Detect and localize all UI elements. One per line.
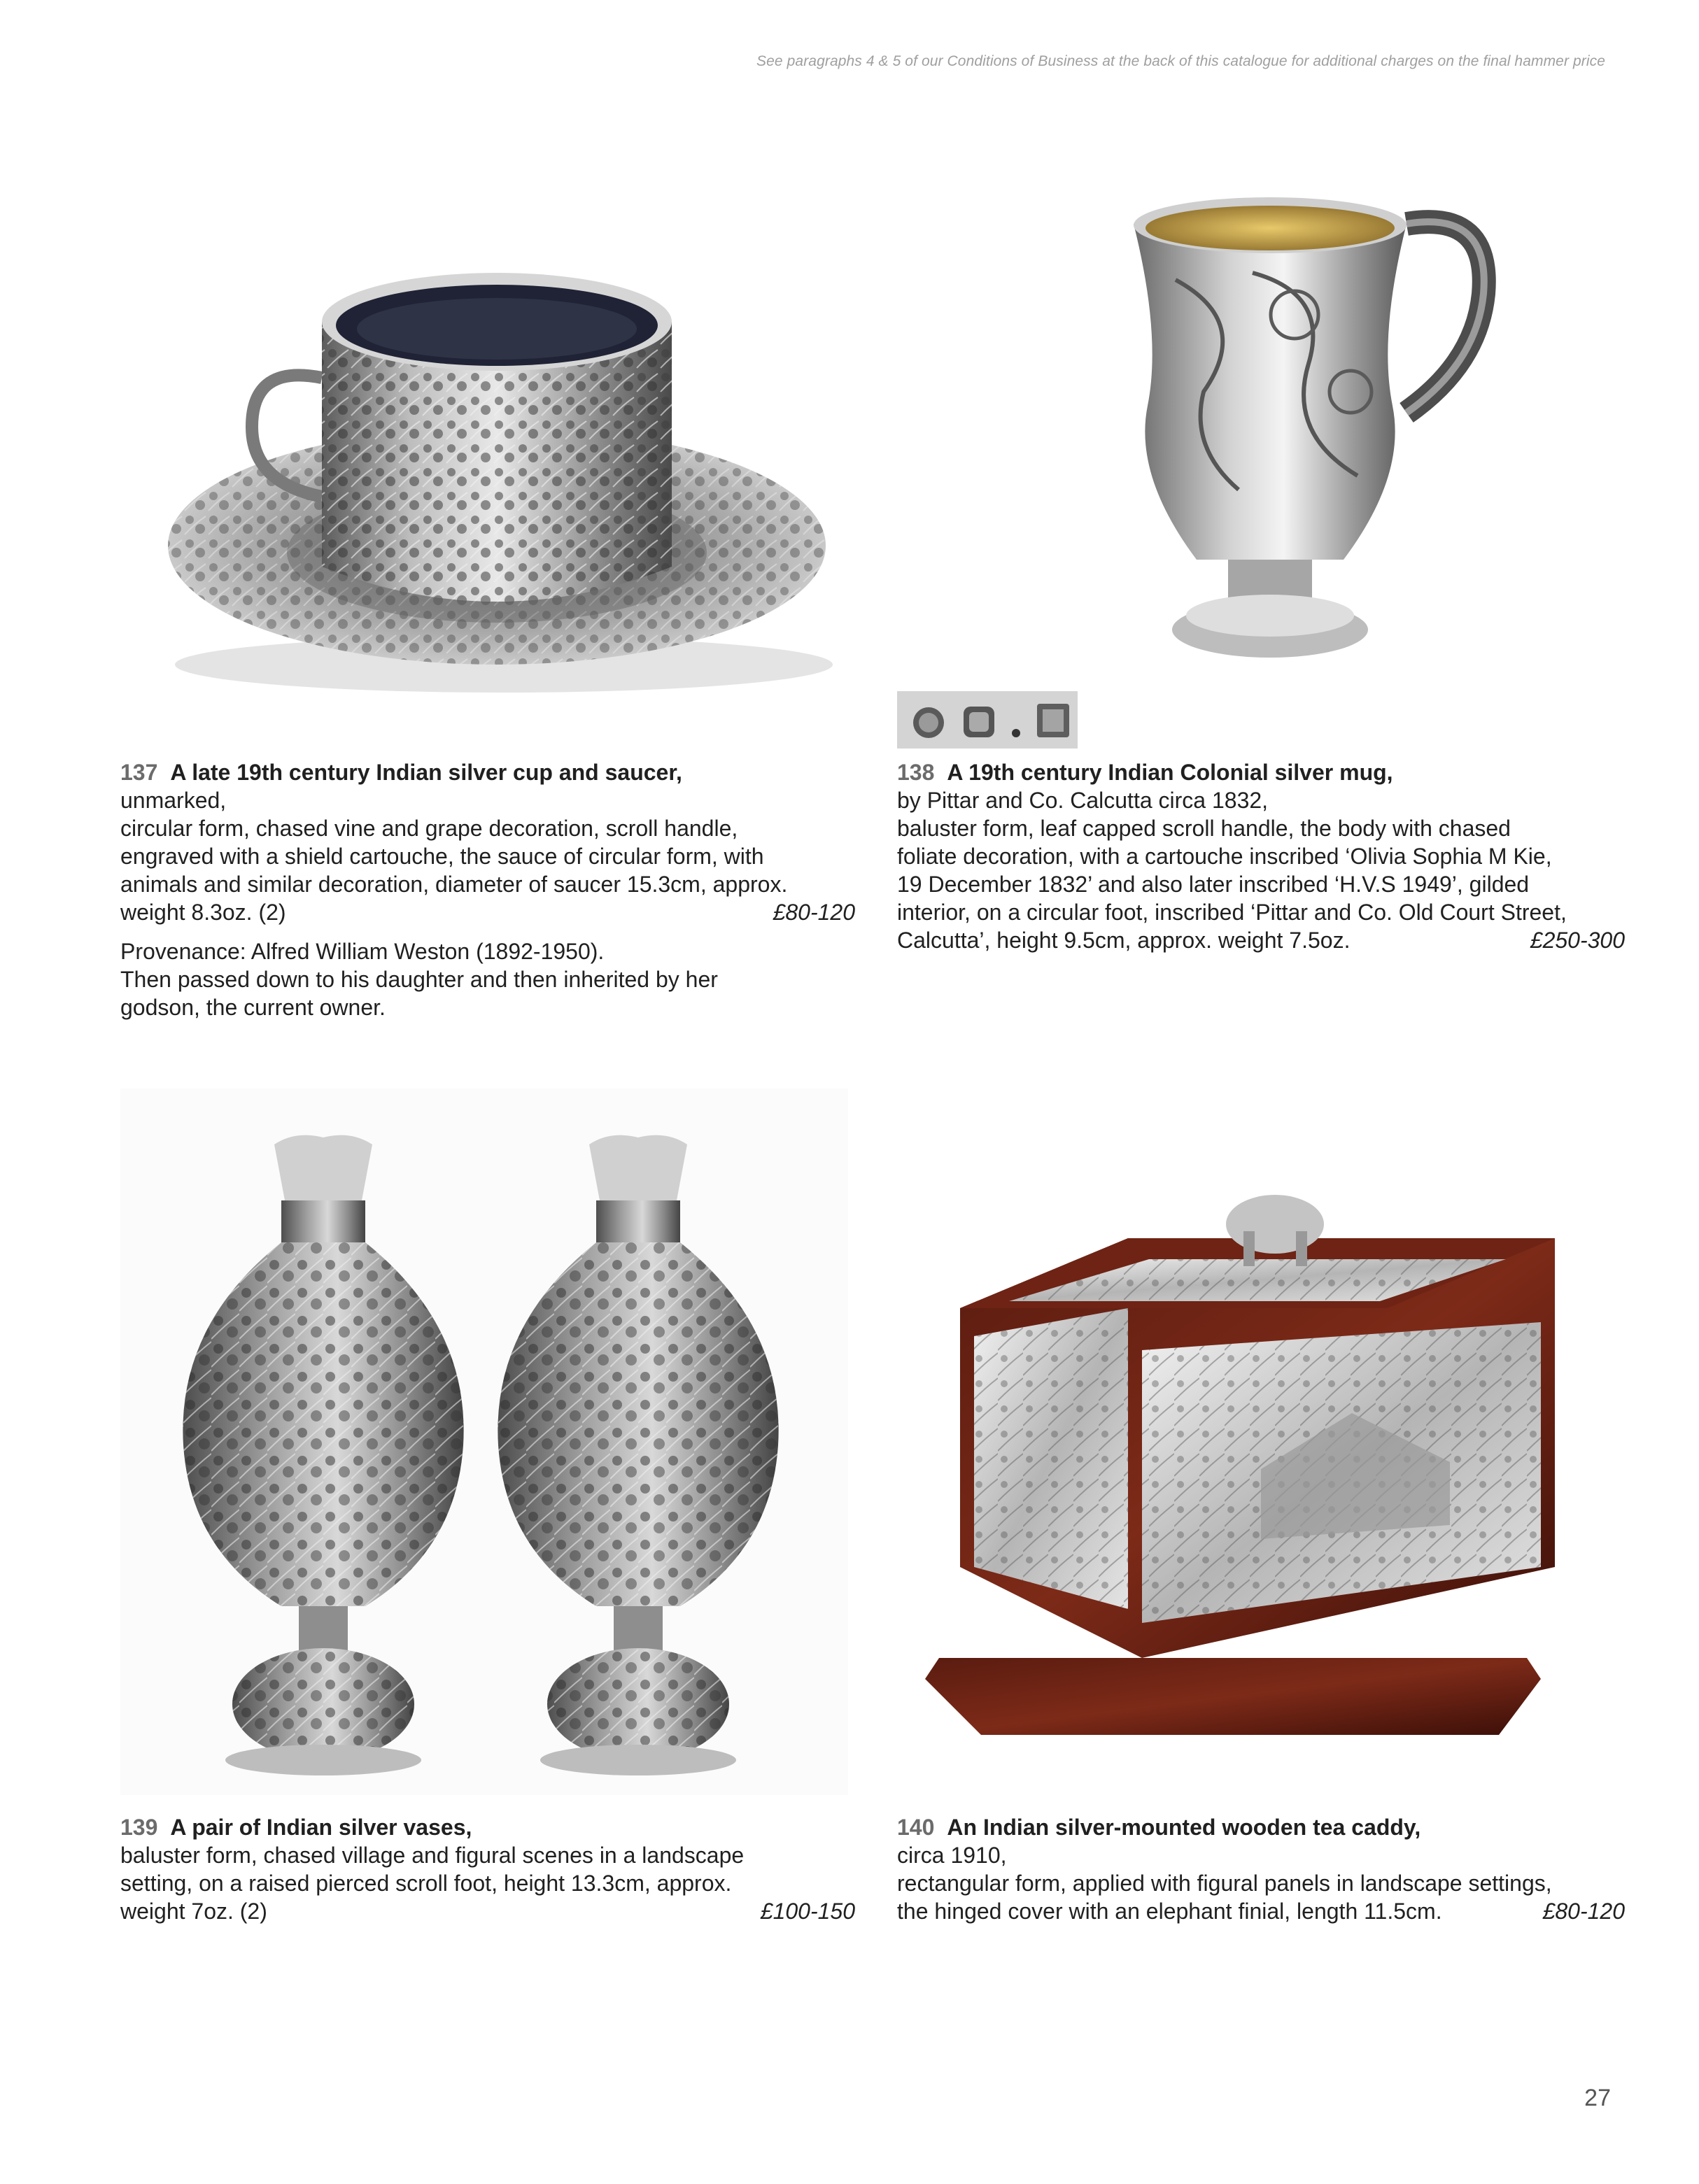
lot-number: 139 [120,1815,158,1840]
estimate: £80-120 [1542,1899,1625,1924]
description-line: circular form, chased vine and grape decoration, scroll handle, [120,816,738,841]
lot-139 [120,1813,855,1925]
photo-cup-and-saucer [112,133,840,735]
photo-pair-of-vases [120,1089,848,1795]
lot-number: 137 [120,760,158,785]
provenance-line: godson, the current owner. [120,995,386,1020]
description-line: 19 December 1832’ and also later inscribed ‘H.V.S 1949’, gilded [897,872,1530,897]
photo-tea-caddy [897,1175,1569,1777]
last-line-text: the hinged cover with an elephant finial, length 11.5cm. [897,1899,1442,1924]
lot-title: An Indian silver-mounted wooden tea caddy, [947,1815,1421,1840]
description-last-line [897,1897,1625,1925]
description-line: unmarked, [120,788,227,813]
lot-139-heading [120,1813,855,1841]
lot-title: A late 19th century Indian silver cup and saucer, [170,760,682,785]
description-line: engraved with a shield cartouche, the sauce of circular form, with [120,844,764,869]
estimate: £250-300 [1530,928,1625,953]
tea-caddy-image [897,1175,1569,1777]
lot-title: A pair of Indian silver vases, [170,1815,472,1840]
estimate: £100-150 [760,1899,855,1924]
provenance-line: Provenance: Alfred William Weston (1892-1950). [120,939,605,964]
provenance-line: Then passed down to his daughter and then inherited by her [120,967,718,992]
description-line: by Pittar and Co. Calcutta circa 1832, [897,788,1269,813]
hallmarks-image [897,691,1078,749]
last-line-text: weight 7oz. (2) [120,1899,267,1924]
photo-silver-mug [1078,182,1511,714]
lot-140-heading [897,1813,1625,1841]
vases-image [120,1089,848,1795]
description-last-line [897,926,1625,954]
hallmark-stamps [897,691,1078,749]
provenance [120,937,855,1021]
last-line-text: Calcutta’, height 9.5cm, approx. weight 7.5oz. [897,928,1351,953]
silver-mug-image [1078,182,1511,714]
lot-title: A 19th century Indian Colonial silver mug, [947,760,1393,785]
lot-137 [120,758,855,1021]
description-line: foliate decoration, with a cartouche inscribed ‘Olivia Sophia M Kie, [897,844,1552,869]
lot-137-heading [120,758,855,786]
description-line: rectangular form, applied with figural panels in landscape settings, [897,1871,1552,1896]
description-line: interior, on a circular foot, inscribed ‘Pittar and Co. Old Court Street, [897,900,1567,925]
lot-138 [897,758,1625,954]
description-last-line [120,1897,855,1925]
description-line: circa 1910, [897,1843,1007,1868]
lot-number: 140 [897,1815,935,1840]
lot-138-heading [897,758,1625,786]
description-last-line [120,898,855,926]
description-line: baluster form, chased village and figural scenes in a landscape [120,1843,745,1868]
last-line-text: weight 8.3oz. (2) [120,900,286,925]
page-number: 27 [1584,2085,1611,2111]
description-line: baluster form, leaf capped scroll handle, the body with chased [897,816,1511,841]
lot-number: 138 [897,760,935,785]
conditions-note: See paragraphs 4 & 5 of our Conditions of Business at the back of this catalogue for additional charges on the final hammer price [756,53,1605,69]
lot-140 [897,1813,1625,1925]
description-line: setting, on a raised pierced scroll foot, height 13.3cm, approx. [120,1871,732,1896]
cup-and-saucer-image [112,133,840,735]
estimate: £80-120 [773,900,855,925]
description-line: animals and similar decoration, diameter of saucer 15.3cm, approx. [120,872,788,897]
